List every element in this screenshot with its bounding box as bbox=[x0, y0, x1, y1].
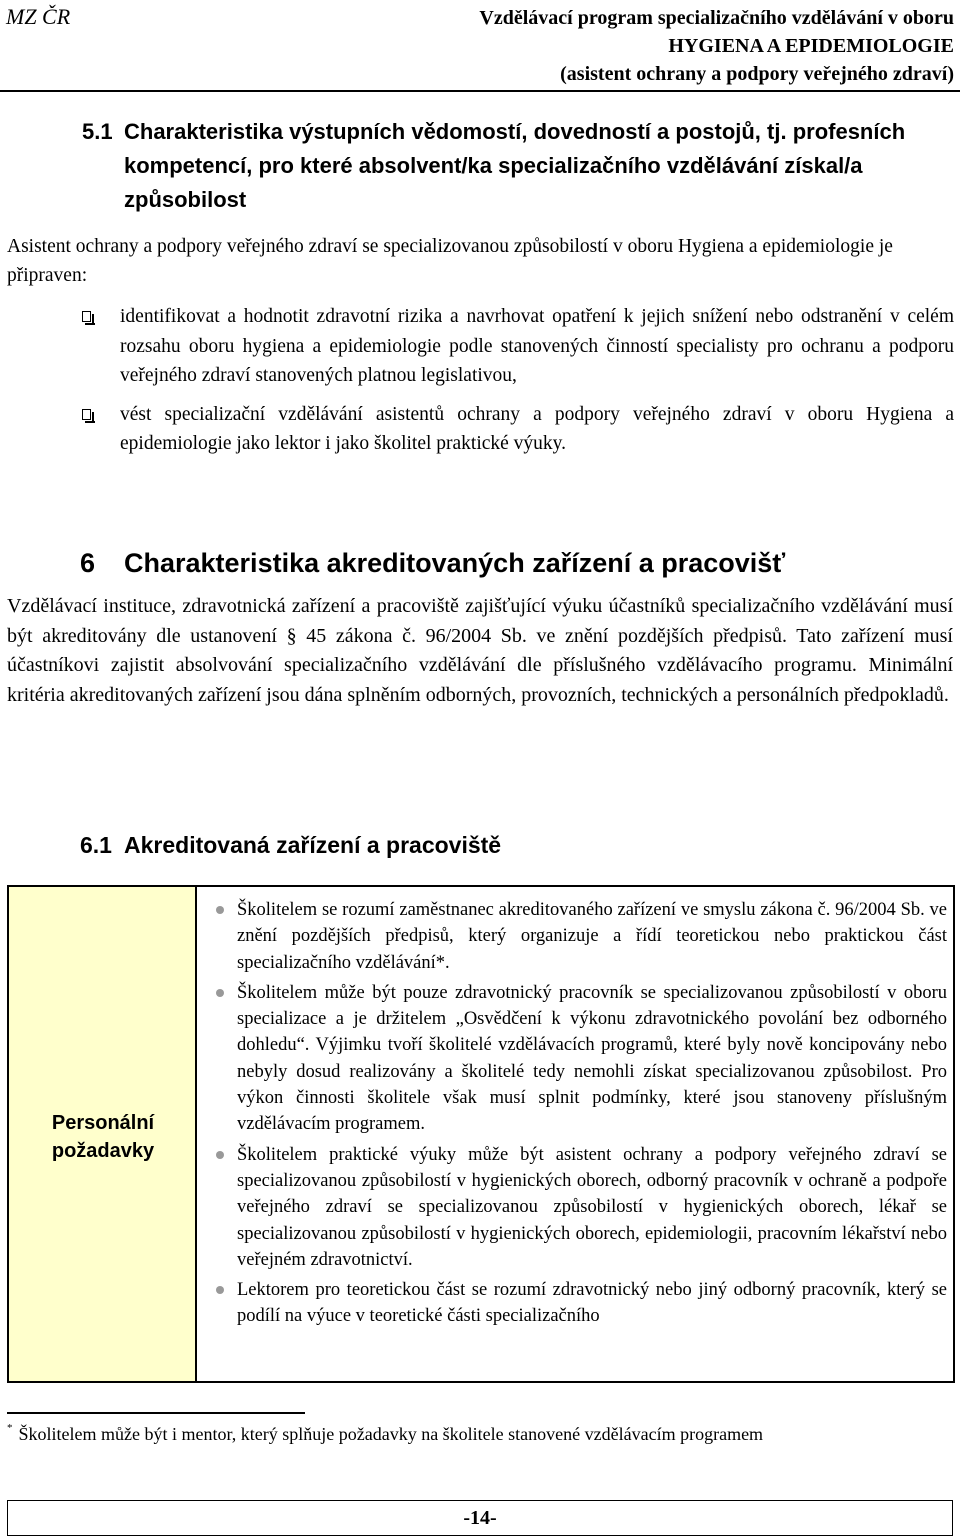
footnote-mark: * bbox=[7, 1422, 13, 1434]
section-title: Charakteristika výstupních vědomostí, dovedností a postojů, tj. profesních kompetencí, pro které absolvent/ka specializačního vzdělávání získal/a způsobilost bbox=[124, 119, 906, 212]
section-number: 6 bbox=[80, 548, 96, 578]
section-number: 5.1 bbox=[82, 119, 113, 144]
footnote-rule bbox=[7, 1412, 305, 1414]
page-number-box bbox=[7, 1500, 953, 1536]
list-item-text: identifikovat a hodnotit zdravotní rizika a navrhovat opatření k jejich snížení nebo odstranění v celém rozsahu oboru hygiena a epidemiologie podle stanovených činností specialisty pro ochranu a podporu veřejného zdraví stanovených platnou legislativou, bbox=[120, 306, 954, 386]
table-label-line-1: Personální bbox=[51, 1112, 155, 1134]
header-line-1: Vzdělávací program specializačního vzdělávání v oboru bbox=[479, 7, 954, 29]
header-line-2: HYGIENA A EPIDEMIOLOGIE bbox=[668, 35, 954, 57]
list-item-text: Školitelem může být pouze zdravotnický pracovník se specializovanou způsobilostí v oboru specializace a je držitelem „Osvědčení k výkonu zdravotnického povolání bez odborného dohledu“. Výjimku tvoří školitelé vzdělávacích programů, které byly nově koncipovány nebo nebyly dosud realizovány a školitelé tedy nemohli získat specializovanou způsobilost. Pro výkon činnosti školitele však musí splnit podmínky, které jsou stanoveny příslušným vzdělávacím programem. bbox=[237, 982, 947, 1135]
list-item-text: Školitelem se rozumí zaměstnanec akreditovaného zařízení ve smyslu zákona č. 96/2004 Sb. ve znění pozdějších předpisů, který organizuje a řídí teoretickou nebo praktickou část specializačního vzdělávání*. bbox=[237, 900, 947, 973]
bullet-icon bbox=[216, 906, 224, 914]
requirements-table bbox=[7, 885, 955, 1383]
list-item bbox=[0, 302, 960, 391]
list-item-text: vést specializační vzdělávání asistentů ochrany a podpory veřejného zdraví v oboru Hygiena a epidemiologie jako lektor i jako školitel praktické výuky. bbox=[120, 403, 954, 454]
header-line-3: (asistent ochrany a podpory veřejného zdraví) bbox=[560, 63, 954, 85]
footnote bbox=[7, 1424, 763, 1445]
requirements-list bbox=[197, 897, 953, 1334]
section-title: Charakteristika akreditovaných zařízení a pracovišť bbox=[124, 548, 786, 578]
table-label-line-2: požadavky bbox=[51, 1140, 155, 1162]
bullet-icon bbox=[216, 1151, 224, 1159]
list-item bbox=[197, 980, 953, 1138]
competency-list bbox=[0, 302, 960, 468]
intro-paragraph: Asistent ochrany a podpory veřejného zdraví se specializovanou způsobilostí v oboru Hygiena a epidemiologie je připraven: bbox=[7, 236, 893, 286]
page-header bbox=[0, 0, 960, 92]
checkbox-bullet-icon bbox=[82, 409, 91, 420]
table-content-cell bbox=[197, 887, 953, 1381]
section-title: Akreditovaná zařízení a pracoviště bbox=[124, 832, 502, 858]
list-item-text: Školitelem praktické výuky může být asistent ochrany a podpory veřejného zdraví se specializovanou způsobilostí v hygienických oborech, odborný pracovník v ochraně a podpoře veřejného zdraví se specializovanou způsobilostí v hygienických oborech, lékař se specializovanou způsobilostí v hygienických oborech, epidemiologii, pracovním lékařství nebo veřejném zdravotnictví. bbox=[237, 1144, 947, 1270]
table-label bbox=[9, 1109, 197, 1165]
page-number: -14- bbox=[463, 1507, 497, 1529]
footnote-text: Školitelem může být i mentor, který splňuje požadavky na školitele stanovené vzdělávacím programem bbox=[18, 1424, 764, 1444]
table-label-cell bbox=[9, 887, 197, 1381]
header-ministry: MZ ČR bbox=[6, 4, 71, 29]
section-number: 6.1 bbox=[80, 832, 112, 858]
list-item bbox=[197, 1277, 953, 1330]
bullet-icon bbox=[216, 989, 224, 997]
bullet-icon bbox=[216, 1286, 224, 1294]
checkbox-bullet-icon bbox=[82, 311, 91, 322]
section-6-paragraph: Vzdělávací instituce, zdravotnická zařízení a pracoviště zajišťující výuku účastníků specializačního vzdělávání musí být akreditovány dle ustanovení § 45 zákona č. 96/2004 Sb. ve znění pozdějších předpisů. Tato zařízení musí účastníkovi zajistit absolvování specializačního vzdělávání dle příslušného vzdělávacího programu. Minimální kritéria akreditovaných zařízení jsou dána splněním odborných, provozních, technických a personálních předpokladů. bbox=[7, 595, 953, 706]
list-item-text: Lektorem pro teoretickou část se rozumí zdravotnický nebo jiný odborný pracovník, který se podílí na výuce v teoretické části specializačního bbox=[237, 1280, 947, 1327]
list-item bbox=[197, 1142, 953, 1273]
header-program-title bbox=[479, 4, 954, 88]
list-item bbox=[0, 400, 960, 459]
header-rule bbox=[0, 90, 960, 92]
list-item bbox=[197, 897, 953, 976]
